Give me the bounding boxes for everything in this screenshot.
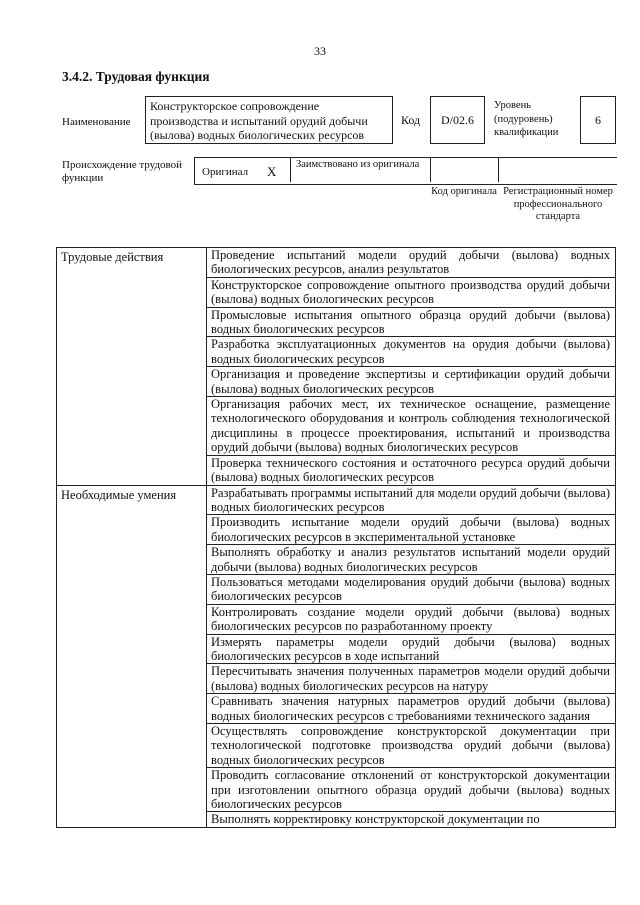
- table-item-cell: Осуществлять сопровождение конструкторской документации при технологической подготовке производства орудий добычи (вылова) водных биологических ресурсов: [207, 724, 616, 768]
- code-value: D/02.6: [441, 112, 474, 127]
- section-title-cell: Необходимые умения: [57, 485, 207, 827]
- function-name-box: [145, 96, 393, 144]
- table-item-cell: Проводить согласование отклонений от конструкторской документации при изготовлении опытного образца орудий добычи (вылова) водных биологических ресурсов: [207, 768, 616, 812]
- caption-reg-number: Регистрационный номер профессионального стандарта: [503, 186, 613, 222]
- origin-row: [194, 157, 617, 185]
- level-label: Уровень (подуровень) квалификации: [494, 100, 559, 138]
- table-item-cell: Измерять параметры модели орудий добычи (вылова) водных биологических ресурсов в ходе испытаний: [207, 634, 616, 664]
- borrowed-cell: [291, 158, 431, 182]
- table-item-cell: Проверка технического состояния и остаточного ресурса орудий добычи (вылова) водных биологических ресурсов: [207, 455, 616, 485]
- table-item-cell: Производить испытание модели орудий добычи (вылова) водных биологических ресурсов в экспериментальной установке: [207, 515, 616, 545]
- original-cell: [195, 158, 291, 182]
- function-name-value: Конструкторское сопровождение производства и испытаний орудий добычи (вылова) водных биологических ресурсов: [150, 99, 368, 142]
- table-row: [57, 485, 616, 515]
- table-item-cell: Выполнять корректировку конструкторской документации по: [207, 812, 616, 827]
- level-value: 6: [595, 112, 601, 127]
- code-original-cell: [431, 158, 499, 182]
- original-label: Оригинал: [202, 166, 249, 178]
- table-item-cell: Организация и проведение экспертизы и сертификации орудий добычи (вылова) водных биологических ресурсов: [207, 367, 616, 397]
- section-title-cell: Трудовые действия: [57, 248, 207, 486]
- level-box: [580, 96, 616, 144]
- table-item-cell: Выполнять обработку и анализ результатов испытаний модели орудий добычи (вылова) водных биологических ресурсов: [207, 545, 616, 575]
- table-row: [57, 248, 616, 278]
- table-item-cell: Организация рабочих мест, их техническое оснащение, размещение технологического оборудования и контроль соблюдения технологической дисциплины в процессе проектирования, испытаний и производства орудий добычи (вылова) водных биологических ресурсов: [207, 397, 616, 456]
- code-box: [430, 96, 485, 144]
- name-label: Наименование: [62, 116, 131, 128]
- table-item-cell: Сравнивать значения натурных параметров орудий добычи (вылова) водных биологических ресурсов с требованиями технического задания: [207, 694, 616, 724]
- table-item-cell: Контролировать создание модели орудий добычи (вылова) водных биологических ресурсов по разработанному проекту: [207, 604, 616, 634]
- borrowed-label: Заимствовано из оригинала: [296, 159, 420, 170]
- table-item-cell: Разработка эксплуатационных документов на орудия добычи (вылова) водных биологических ресурсов: [207, 337, 616, 367]
- origin-label: Происхождение трудовой функции: [62, 159, 183, 184]
- code-label: Код: [401, 113, 421, 127]
- original-mark: X: [267, 164, 277, 179]
- functions-table: [56, 247, 616, 828]
- table-item-cell: Проведение испытаний модели орудий добычи (вылова) водных биологических ресурсов, анализ результатов: [207, 248, 616, 278]
- section-title: 3.4.2. Трудовая функция: [62, 69, 210, 84]
- table-item-cell: Пересчитывать значения полученных параметров модели орудий добычи (вылова) водных биологических ресурсов на натуру: [207, 664, 616, 694]
- table-item-cell: Разрабатывать программы испытаний для модели орудий добычи (вылова) водных биологических ресурсов: [207, 485, 616, 515]
- table-item-cell: Промысловые испытания опытного образца орудий добычи (вылова) водных биологических ресурсов: [207, 307, 616, 337]
- table-item-cell: Конструкторское сопровождение опытного производства орудий добычи (вылова) водных биологических ресурсов: [207, 277, 616, 307]
- table-item-cell: Пользоваться методами моделирования орудий добычи (вылова) водных биологических ресурсов: [207, 574, 616, 604]
- reg-number-cell: [499, 158, 617, 182]
- page-number: 33: [314, 44, 326, 58]
- caption-code-original: Код оригинала: [431, 186, 497, 197]
